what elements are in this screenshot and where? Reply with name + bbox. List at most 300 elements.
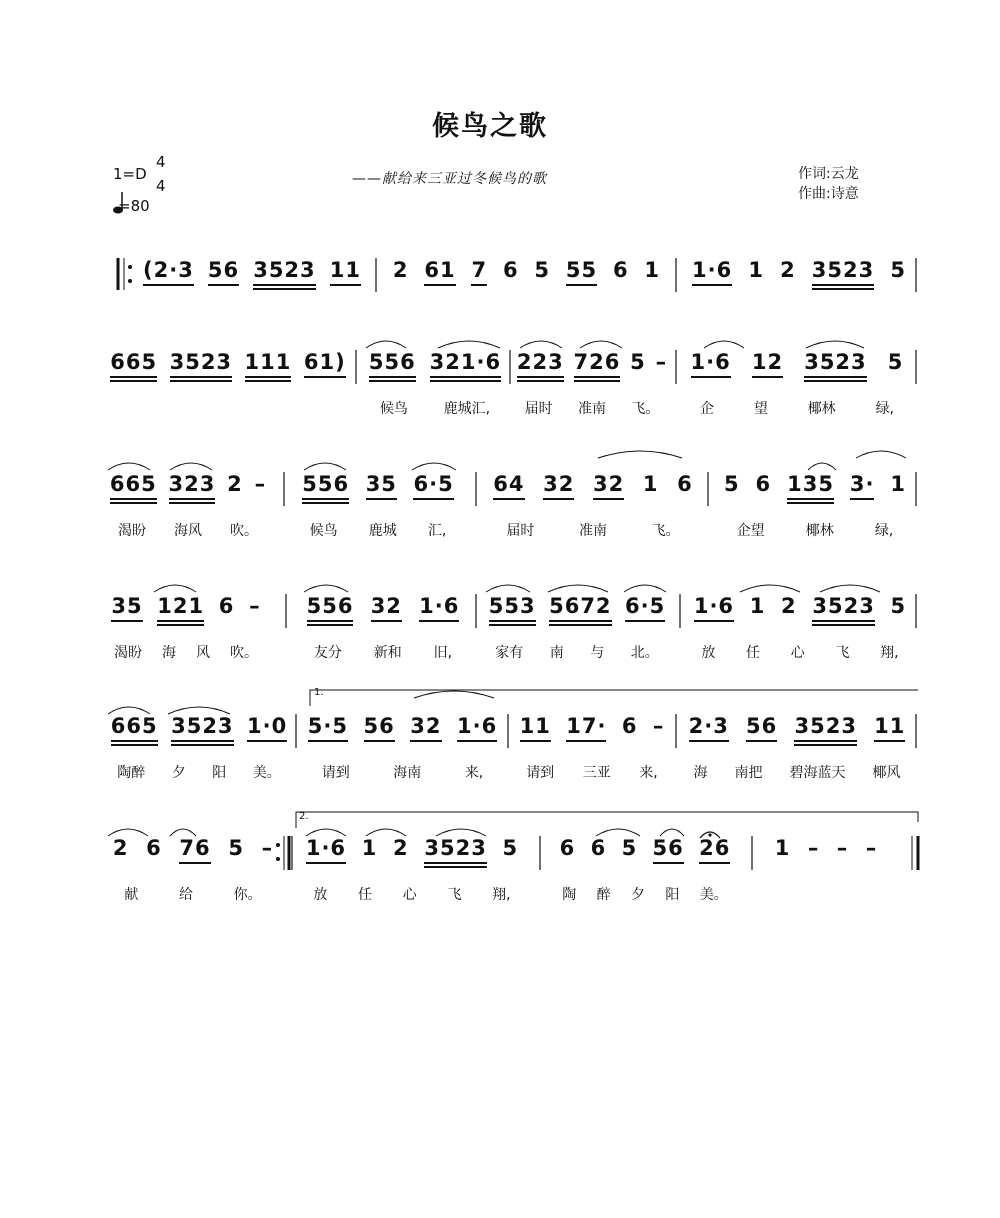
beam-underline xyxy=(691,376,731,378)
volta-2-bracket xyxy=(296,812,918,828)
note-group: 61) xyxy=(304,350,346,374)
slur xyxy=(414,691,494,698)
beam-underline xyxy=(471,284,487,286)
lyric-word: 放 xyxy=(313,887,328,903)
lyric-word: 心 xyxy=(790,645,805,661)
beam-underline xyxy=(366,498,397,500)
note-group: 5 xyxy=(890,258,906,282)
beam-underline xyxy=(157,624,204,626)
measure xyxy=(104,472,272,496)
note-group: – xyxy=(655,350,668,374)
note-group: 6 xyxy=(559,836,576,860)
lyric-word: 美。 xyxy=(699,887,728,903)
lyric-word: 阳 xyxy=(212,765,227,781)
repeat-dot xyxy=(128,279,132,283)
note-group: 7 xyxy=(471,258,487,282)
volta-label: 2. xyxy=(299,811,309,822)
lyrics-line xyxy=(716,520,914,540)
beam-underline xyxy=(413,498,453,500)
measure xyxy=(686,594,914,618)
note-group: 6 xyxy=(612,258,629,282)
note-group: 726 xyxy=(574,350,621,374)
measure xyxy=(385,258,668,282)
lyrics-line xyxy=(512,762,672,782)
lyrics-line xyxy=(484,520,702,540)
note-group: 6·5 xyxy=(625,594,665,618)
lyric-word: 届时 xyxy=(506,523,535,539)
lyric-word: 心 xyxy=(402,887,417,903)
lyric-word: 翔, xyxy=(492,887,511,903)
beam-underline xyxy=(574,380,621,382)
lyrics-line xyxy=(680,398,914,418)
lyric-word: 醉 xyxy=(596,887,611,903)
note-group: 5 xyxy=(621,836,638,860)
lyric-word: 准南 xyxy=(577,401,606,417)
time-signature-bottom: 4 xyxy=(156,177,166,195)
lyric-word: 陶醉 xyxy=(117,765,146,781)
lyric-word: 吹。 xyxy=(230,523,258,539)
note-group: 2 xyxy=(227,472,243,496)
lyric-word: 三亚 xyxy=(582,765,611,781)
beam-underline xyxy=(369,380,416,382)
beam-underline xyxy=(307,620,354,622)
beam-underline xyxy=(794,744,856,746)
note-group: – xyxy=(807,836,820,860)
beam-underline xyxy=(170,380,232,382)
note-group: 5·5 xyxy=(308,714,348,738)
beam-underline xyxy=(171,740,233,742)
beam-underline xyxy=(787,498,834,500)
note-group: 32 xyxy=(593,472,624,496)
note-group: 32 xyxy=(410,714,441,738)
beam-underline xyxy=(520,740,551,742)
note-group: 1 xyxy=(890,472,907,496)
note-group: 5672 xyxy=(549,594,611,618)
note-group: 556 xyxy=(307,594,354,618)
note-group: 3523 xyxy=(424,836,486,860)
measure xyxy=(680,714,914,738)
beam-underline xyxy=(171,744,233,746)
lyric-word: 夕 xyxy=(630,887,645,903)
note-group: 35 xyxy=(111,594,142,618)
beam-underline xyxy=(489,624,536,626)
beam-underline xyxy=(302,498,349,500)
slur xyxy=(740,585,800,592)
beam-underline xyxy=(245,380,292,382)
beam-underline xyxy=(457,740,497,742)
lyrics-line xyxy=(300,762,505,782)
measure xyxy=(104,714,294,738)
note-group: 2 xyxy=(781,594,797,618)
note-group: 11 xyxy=(520,714,551,738)
beam-underline xyxy=(812,288,874,290)
lyric-word: 企 xyxy=(699,401,714,417)
slur xyxy=(520,341,562,348)
beam-underline xyxy=(493,498,524,500)
note-group: 56 xyxy=(653,836,684,860)
beam-underline xyxy=(111,744,158,746)
beam-underline xyxy=(179,862,210,864)
beam-underline xyxy=(794,740,856,742)
beam-underline xyxy=(307,624,354,626)
slur xyxy=(168,707,230,714)
beam-underline xyxy=(110,376,157,378)
lyrics-line xyxy=(680,762,914,782)
slur xyxy=(366,341,406,348)
lyrics-line xyxy=(104,762,294,782)
beam-underline xyxy=(369,376,416,378)
note-group: 111 xyxy=(245,350,292,374)
measure xyxy=(298,594,468,618)
note-group: 56 xyxy=(364,714,395,738)
lyric-word: 鹿城汇, xyxy=(443,401,491,417)
measure xyxy=(482,594,672,618)
note-group: 321·6 xyxy=(430,350,501,374)
beam-underline xyxy=(699,862,730,864)
lyric-word: 新和 xyxy=(373,645,402,661)
note-group: 5 xyxy=(228,836,244,860)
lyrics-line xyxy=(104,520,272,540)
note-group: 665 xyxy=(111,714,158,738)
note-group: – xyxy=(865,836,878,860)
tempo-marking: =80 xyxy=(118,197,150,215)
note-group: 6 xyxy=(677,472,693,496)
measure xyxy=(680,350,914,374)
beam-underline xyxy=(543,498,574,500)
lyric-word: 椰林 xyxy=(805,523,834,539)
slur xyxy=(808,463,836,470)
beam-underline xyxy=(308,740,348,742)
beam-underline xyxy=(245,376,292,378)
beam-underline xyxy=(424,284,455,286)
beam-underline xyxy=(302,502,349,504)
lyric-word: 海南 xyxy=(393,765,422,781)
beam-underline xyxy=(804,376,866,378)
slur xyxy=(704,341,744,348)
note-group: 32 xyxy=(371,594,402,618)
beam-underline xyxy=(850,498,875,500)
lyric-word: 候鸟 xyxy=(379,401,408,417)
lyric-word: 海风 xyxy=(174,523,202,539)
note-group: 5 xyxy=(887,350,904,374)
note-group: 56 xyxy=(208,258,239,282)
note-group: 1·6 xyxy=(691,350,731,374)
beam-underline xyxy=(625,620,665,622)
note-group: 12 xyxy=(752,350,783,374)
note-group: 1·6 xyxy=(692,258,732,282)
note-group: 121 xyxy=(157,594,204,618)
beam-underline xyxy=(306,862,346,864)
slur xyxy=(438,341,500,348)
note-group: 3523 xyxy=(171,714,233,738)
measure xyxy=(104,836,282,860)
note-group: 1 xyxy=(748,258,764,282)
measure xyxy=(716,472,914,496)
note-group: – xyxy=(249,594,261,618)
lyric-word: 椰林 xyxy=(807,401,836,417)
slur xyxy=(856,451,906,458)
lyric-word: 阳 xyxy=(665,887,680,903)
lyric-word: 给 xyxy=(178,887,193,903)
lyric-word: 汇, xyxy=(427,523,447,539)
lyric-word: 望 xyxy=(753,401,768,417)
beam-underline xyxy=(364,740,395,742)
beam-underline xyxy=(689,740,729,742)
lyrics-line xyxy=(104,642,268,662)
lyric-word: 献 xyxy=(124,887,139,903)
lyric-word: 来, xyxy=(464,765,484,781)
note-group: 3523 xyxy=(804,350,866,374)
song-title: 候鸟之歌 xyxy=(432,111,548,142)
beam-underline xyxy=(746,740,777,742)
volta-1-bracket xyxy=(310,690,918,706)
volta-label: 1. xyxy=(314,687,324,698)
note-group: 665 xyxy=(110,472,157,496)
note-group: 1 xyxy=(774,836,791,860)
beam-underline xyxy=(170,376,232,378)
lyric-word: 友分 xyxy=(313,645,342,661)
beam-underline xyxy=(110,498,157,500)
beam-underline xyxy=(304,376,346,378)
lyric-word: 候鸟 xyxy=(309,523,338,539)
lyricist-credit: 作词:云龙 xyxy=(798,166,859,182)
lyric-word: 绿, xyxy=(874,523,894,539)
note-group: 1·6 xyxy=(306,836,346,860)
song-subtitle: ——献给来三亚过冬候鸟的歌 xyxy=(352,171,547,187)
lyric-word: 绿, xyxy=(875,401,895,417)
slur xyxy=(170,463,212,470)
note-group: 1 xyxy=(642,472,659,496)
beam-underline xyxy=(111,740,158,742)
note-group: 26 xyxy=(699,836,730,860)
note-group: 3523 xyxy=(812,258,874,282)
lyric-word: 与 xyxy=(590,645,605,661)
slur xyxy=(412,463,456,470)
beam-underline xyxy=(208,284,239,286)
beam-underline xyxy=(549,624,611,626)
beam-underline xyxy=(430,376,501,378)
beam-underline xyxy=(247,740,287,742)
note-group: 6 xyxy=(218,594,235,618)
measure xyxy=(300,714,505,738)
beam-underline xyxy=(549,620,611,622)
slur xyxy=(580,341,622,348)
time-signature-top: 4 xyxy=(156,153,166,171)
note-group: – xyxy=(836,836,849,860)
lyric-word: 请到 xyxy=(321,765,350,781)
lyric-word: 飞 xyxy=(447,887,462,903)
beam-underline xyxy=(653,862,684,864)
note-group: 6 xyxy=(621,714,638,738)
beam-underline xyxy=(694,620,734,622)
lyric-word: 放 xyxy=(701,645,716,661)
note-group: 32 xyxy=(543,472,574,496)
measure xyxy=(512,714,672,738)
note-group: 1 xyxy=(361,836,378,860)
lyric-word: 南把 xyxy=(734,765,763,781)
note-group: 323 xyxy=(169,472,216,496)
lyric-word: 鹿城 xyxy=(368,523,397,539)
lyric-word: 来, xyxy=(639,765,658,781)
slur xyxy=(624,585,666,592)
lyric-word: 任 xyxy=(746,645,761,661)
beam-underline xyxy=(812,624,874,626)
measure xyxy=(104,594,268,618)
slur xyxy=(660,829,684,836)
lyric-word: 南 xyxy=(549,645,564,661)
measure xyxy=(136,258,368,282)
lyric-word: 北。 xyxy=(630,645,659,661)
slur xyxy=(486,585,530,592)
slur xyxy=(304,585,348,592)
note-group: – xyxy=(261,836,274,860)
repeat-dot xyxy=(128,265,132,269)
note-group: 1·6 xyxy=(419,594,459,618)
note-group: 6 xyxy=(502,258,519,282)
lyric-word: 风 xyxy=(196,645,210,661)
slur xyxy=(170,829,196,836)
lyric-word: 届时 xyxy=(524,401,553,417)
note-group: 76 xyxy=(179,836,210,860)
lyrics-line xyxy=(298,642,468,662)
slur xyxy=(436,829,486,836)
note-group: 3523 xyxy=(812,594,874,618)
beam-underline xyxy=(812,284,874,286)
note-group: 6 xyxy=(146,836,162,860)
note-group: – xyxy=(652,714,665,738)
lyrics-line xyxy=(552,884,738,904)
beam-underline xyxy=(574,376,621,378)
note-group: 5 xyxy=(502,836,519,860)
beam-underline xyxy=(566,740,606,742)
note-group: 11 xyxy=(874,714,905,738)
lyrics-line xyxy=(104,884,282,904)
beam-underline xyxy=(812,620,874,622)
note-group: 1 xyxy=(749,594,766,618)
lyrics-line xyxy=(298,884,526,904)
note-group: 5 xyxy=(723,472,740,496)
measure xyxy=(552,836,738,860)
lyric-word: 碧海蓝天 xyxy=(789,765,846,781)
measure xyxy=(294,472,462,496)
beam-underline xyxy=(517,380,564,382)
note-group: 1 xyxy=(644,258,661,282)
note-group: 3523 xyxy=(253,258,315,282)
note-group: 2 xyxy=(393,836,409,860)
measure xyxy=(684,258,914,282)
note-group: 6 xyxy=(590,836,607,860)
note-group: 665 xyxy=(110,350,157,374)
note-group: 2 xyxy=(780,258,796,282)
beam-underline xyxy=(874,740,905,742)
note-group: 223 xyxy=(517,350,564,374)
lyric-word: 陶 xyxy=(562,887,577,903)
beam-underline xyxy=(752,376,783,378)
slur xyxy=(306,829,346,836)
note-group: 1·6 xyxy=(457,714,497,738)
measure xyxy=(512,350,672,374)
note-group: 553 xyxy=(489,594,536,618)
beam-underline xyxy=(593,498,624,500)
note-group: 17· xyxy=(566,714,606,738)
note-group: 5 xyxy=(890,594,907,618)
lyric-word: 飞。 xyxy=(631,401,660,417)
note-group: 2 xyxy=(392,258,409,282)
lyric-word: 请到 xyxy=(526,765,555,781)
beam-underline xyxy=(517,376,564,378)
slur xyxy=(304,463,346,470)
lyric-word: 吹。 xyxy=(230,645,258,661)
note-group: 35 xyxy=(366,472,397,496)
note-group: 61 xyxy=(424,258,455,282)
measure xyxy=(362,350,508,374)
beam-underline xyxy=(424,866,486,868)
lyric-word: 夕 xyxy=(171,765,186,781)
beam-underline xyxy=(430,380,501,382)
composer-credit: 作曲:诗意 xyxy=(798,186,859,202)
note-group: 56 xyxy=(746,714,777,738)
note-group: 6 xyxy=(755,472,772,496)
key-signature: 1=D xyxy=(113,165,147,183)
beam-underline xyxy=(787,502,834,504)
note-group: 3· xyxy=(850,472,875,496)
slur xyxy=(108,829,148,836)
beam-underline xyxy=(489,620,536,622)
note-group: 1·0 xyxy=(247,714,287,738)
measure xyxy=(104,350,352,374)
beam-underline xyxy=(111,620,142,622)
lyric-word: 美。 xyxy=(252,765,281,781)
lyric-word: 家有 xyxy=(495,645,524,661)
note-group: 11 xyxy=(330,258,361,282)
beam-underline xyxy=(169,502,216,504)
beam-underline xyxy=(371,620,402,622)
note-group: – xyxy=(254,472,267,496)
lyric-word: 企望 xyxy=(736,523,765,539)
beam-underline xyxy=(424,862,486,864)
lyric-word: 你。 xyxy=(233,887,262,903)
note-group: 2·3 xyxy=(689,714,729,738)
lyric-word: 旧, xyxy=(433,645,453,661)
note-group: 3523 xyxy=(170,350,232,374)
note-group: 3523 xyxy=(794,714,856,738)
lyric-word: 任 xyxy=(358,887,373,903)
beam-underline xyxy=(110,380,157,382)
slur xyxy=(548,585,608,592)
measure xyxy=(298,836,526,860)
lyrics-line xyxy=(362,398,508,418)
note-group: 5 xyxy=(534,258,551,282)
slur xyxy=(806,341,864,348)
lyric-word: 飞 xyxy=(835,645,850,661)
slur xyxy=(154,585,196,592)
slur xyxy=(108,707,150,714)
note-group: 1·6 xyxy=(694,594,734,618)
note-group: 6·5 xyxy=(413,472,453,496)
beam-underline xyxy=(143,284,194,286)
beam-underline xyxy=(804,380,866,382)
lyric-word: 海 xyxy=(162,645,176,661)
slur xyxy=(820,585,880,592)
lyric-word: 准南 xyxy=(578,523,607,539)
beam-underline xyxy=(692,284,732,286)
beam-underline xyxy=(566,284,597,286)
slur xyxy=(108,463,150,470)
beam-underline xyxy=(157,620,204,622)
lyric-word: 椰风 xyxy=(872,765,901,781)
note-group: 5 xyxy=(630,350,646,374)
beam-underline xyxy=(419,620,459,622)
